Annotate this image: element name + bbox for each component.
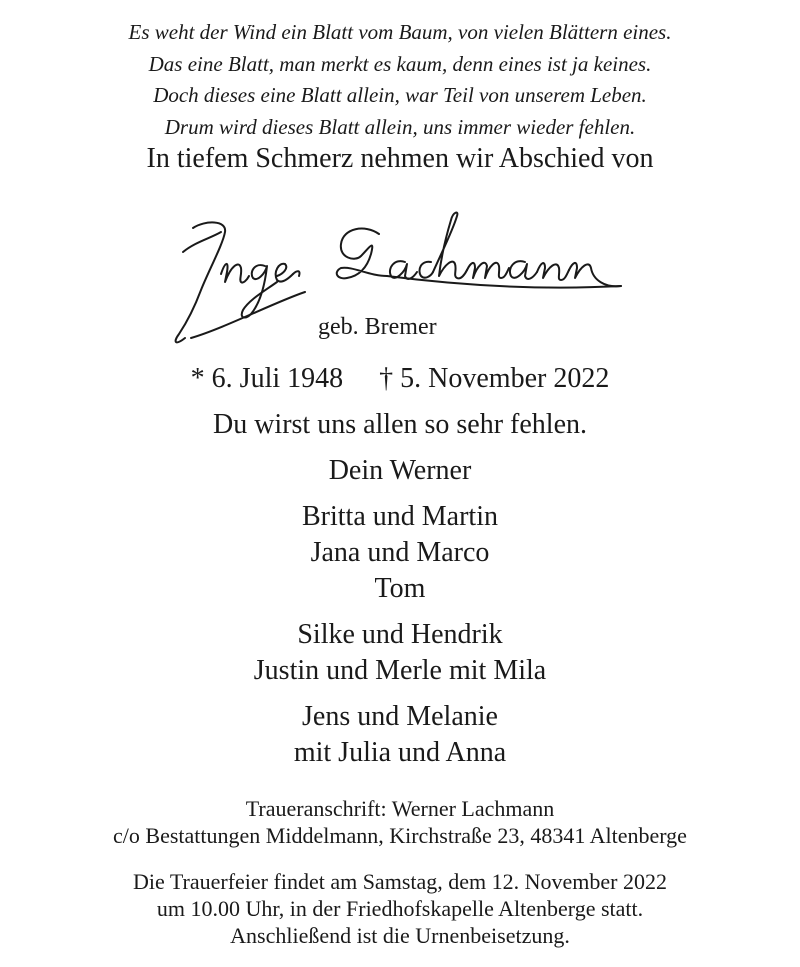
mourner-line: Silke und Hendrik <box>297 619 503 650</box>
farewell-text: Du wirst uns allen so sehr fehlen. <box>212 409 588 440</box>
mourner-line: Jana und Marco <box>310 537 490 568</box>
life-dates <box>0 363 800 395</box>
address-line: c/o Bestattungen Middelmann, Kirchstraße 23, 48341 Altenberge <box>113 823 687 848</box>
mourner-group <box>0 617 800 689</box>
mourner-line: Dein Werner <box>328 455 472 486</box>
poem-line: Das eine Blatt, man merkt es kaum, denn eines ist ja keines. <box>148 51 652 76</box>
mourner-line: Jens und Melanie <box>302 701 498 732</box>
mourner-line: Tom <box>374 573 426 604</box>
funeral-service-info <box>0 868 800 949</box>
mourner-line: mit Julia und Anna <box>293 737 507 768</box>
poem <box>0 17 800 143</box>
service-line: Anschließend ist die Urnenbeisetzung. <box>230 923 570 948</box>
mourner-line: Britta und Martin <box>302 501 498 532</box>
service-line: um 10.00 Uhr, in der Friedhofskapelle Altenberge statt. <box>156 896 644 921</box>
address-line: Traueranschrift: Werner Lachmann <box>245 796 555 821</box>
mourners-list <box>0 453 800 781</box>
service-line: Die Trauerfeier findet am Samstag, dem 12. November 2022 <box>133 869 667 894</box>
mourner-line: Justin und Merle mit Mila <box>253 655 547 686</box>
mourner-group <box>0 453 800 489</box>
poem-line: Doch dieses eine Blatt allein, war Teil von unserem Leben. <box>153 83 647 107</box>
mourner-group <box>0 699 800 771</box>
poem-line: Drum wird dieses Blatt allein, uns immer wieder fehlen. <box>164 114 636 139</box>
intro-text: In tiefem Schmerz nehmen wir Abschied von <box>146 143 654 174</box>
poem-line: Es weht der Wind ein Blatt vom Baum, von vielen Blättern eines. <box>128 20 672 44</box>
maiden-name: geb. Bremer <box>318 314 437 340</box>
death-date: † 5. November 2022 <box>379 363 610 394</box>
mourning-address <box>0 795 800 849</box>
birth-date: * 6. Juli 1948 <box>190 363 344 394</box>
mourner-group <box>0 499 800 607</box>
